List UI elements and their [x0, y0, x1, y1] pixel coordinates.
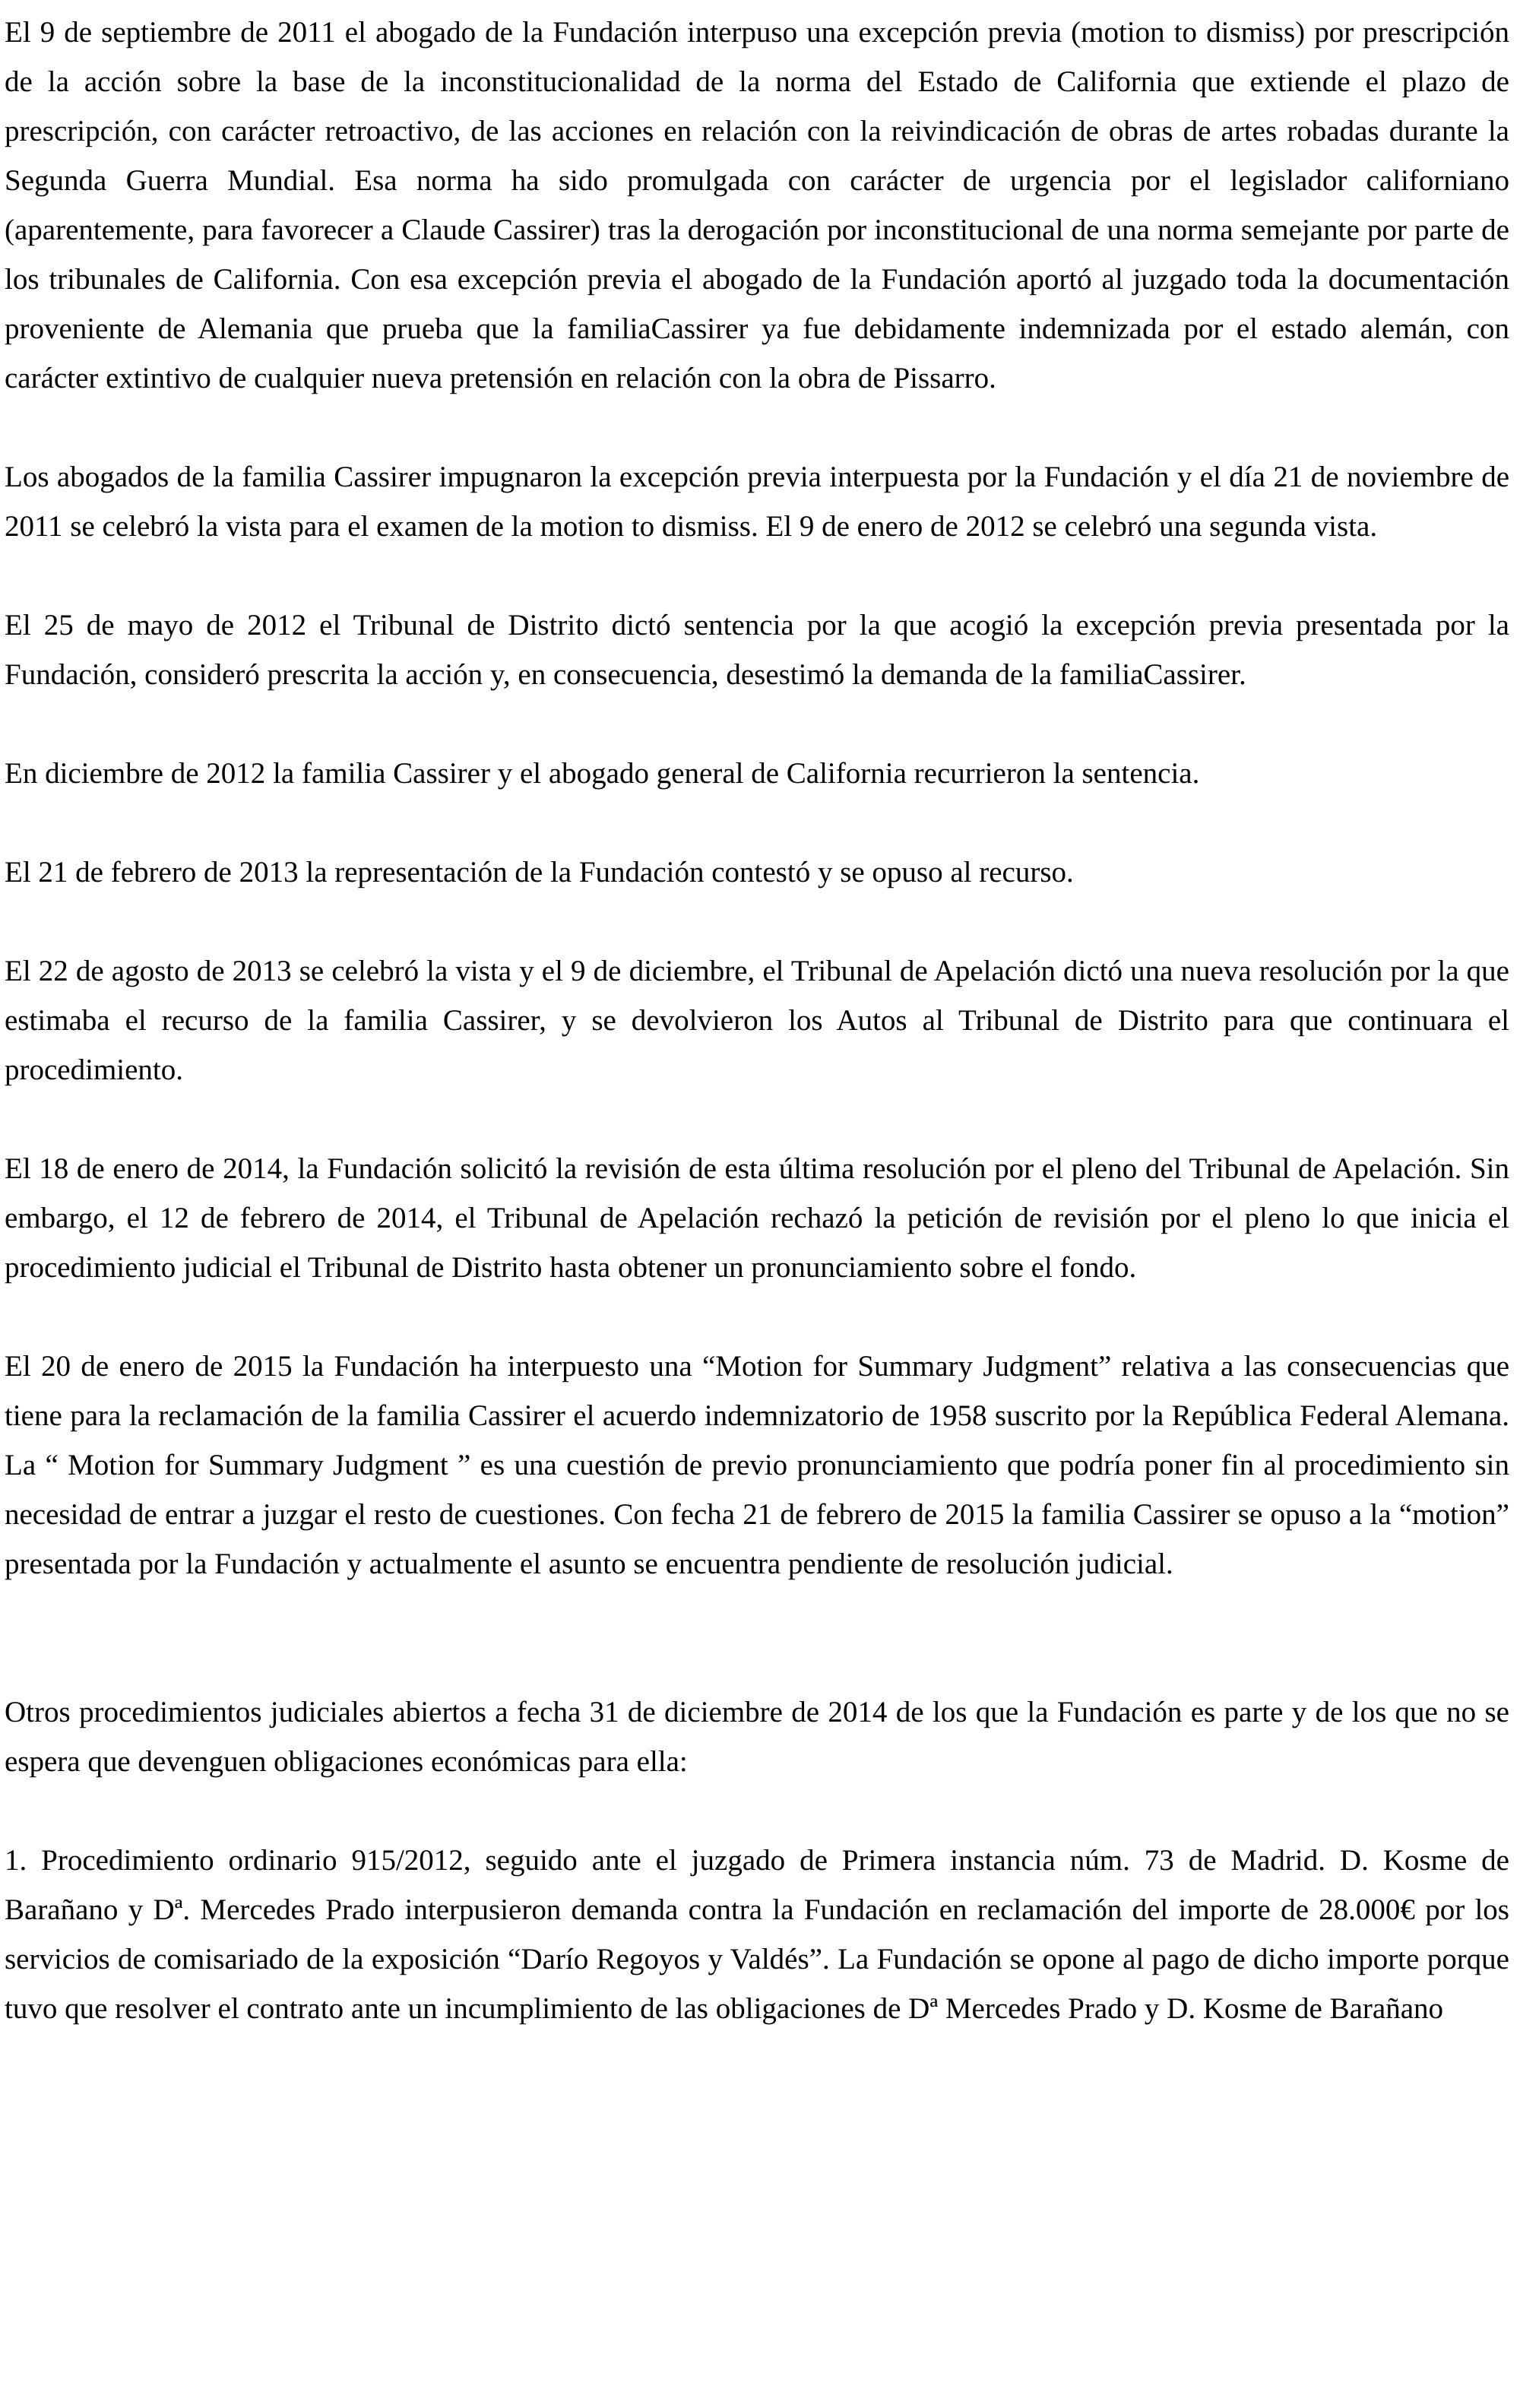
paragraph-motion-to-dismiss: El 9 de septiembre de 2011 el abogado de la Fundación interpuso una excepción previa (motion to dismiss) por prescripción de la acción sobre la base de la inconstitucionalidad de la norma del Estado de California que extiende el plazo de prescripción, con carácter retroactivo, de las acciones en relación con la reivindicación de obras de artes robadas durante la Segunda Guerra Mundial. Esa norma ha sido promulgada con carácter de urgencia por el legislador californiano (aparentemente, para favorecer a Claude Cassirer) tras la derogación por inconstitucional de una norma semejante por parte de los tribunales de California. Con esa excepción previa el abogado de la Fundación aportó al juzgado toda la documentación proveniente de Alemania que prueba que la familiaCassirer ya fue debidamente indemnizada por el estado alemán, con carácter extintivo de cualquier nueva pretensión en relación con la obra de Pissarro.: [5, 16, 1509, 394]
paragraph-impugnacion: Los abogados de la familia Cassirer impugnaron la excepción previa interpuesta por la Fundación y el día 21 de noviembre de 2011 se celebró la vista para el examen de la motion to dismiss. El 9 de enero de 2012 se celebró una segunda vista.: [5, 461, 1509, 543]
paragraph-summary-judgment: El 20 de enero de 2015 la Fundación ha interpuesto una “Motion for Summary Judgment” relativa a las consecuencias que tiene para la reclamación de la familia Cassirer el acuerdo indemnizatorio de 1958 suscrito por la República Federal Alemana. La “ Motion for Summary Judgment ” es una cuestión de previo pronunciamiento que podría poner fin al procedimiento sin necesidad de entrar a juzgar el resto de cuestiones. Con fecha 21 de febrero de 2015 la familia Cassirer se opuso a la “motion” presentada por la Fundación y actualmente el asunto se encuentra pendiente de resolución judicial.: [5, 1350, 1509, 1580]
paragraph-oposicion-recurso: El 21 de febrero de 2013 la representación de la Fundación contestó y se opuso al recurso.: [5, 856, 1074, 889]
paragraph-apelacion: El 22 de agosto de 2013 se celebró la vista y el 9 de diciembre, el Tribunal de Apelación dictó una nueva resolución por la que estimaba el recurso de la familia Cassirer, y se devolvieron los Autos al Tribunal de Distrito para que continuara el procedimiento.: [5, 955, 1509, 1086]
paragraph-revision-pleno: El 18 de enero de 2014, la Fundación solicitó la revisión de esta última resolución por el pleno del Tribunal de Apelación. Sin embargo, el 12 de febrero de 2014, el Tribunal de Apelación rechazó la petición de revisión por el pleno lo que inicia el procedimiento judicial el Tribunal de Distrito hasta obtener un pronunciamiento sobre el fondo.: [5, 1152, 1509, 1284]
list-item-procedimiento-1: 1. Procedimiento ordinario 915/2012, seguido ante el juzgado de Primera instancia núm. 73 de Madrid. D. Kosme de Barañano y Dª. Mercedes Prado interpusieron demanda contra la Fundación en reclamación del importe de 28.000€ por los servicios de comisariado de la exposición “Darío Regoyos y Valdés”. La Fundación se opone al pago de dicho importe porque tuvo que resolver el contrato ante un incumplimiento de las obligaciones de Dª Mercedes Prado y D. Kosme de Barañano: [5, 1844, 1509, 2025]
paragraph-otros-procedimientos: Otros procedimientos judiciales abiertos a fecha 31 de diciembre de 2014 de los que la Fundación es parte y de los que no se espera que devenguen obligaciones económicas para ella:: [5, 1696, 1509, 1778]
document-body: [5, 8, 1509, 2033]
paragraph-sentencia-distrito: El 25 de mayo de 2012 el Tribunal de Distrito dictó sentencia por la que acogió la excepción previa presentada por la Fundación, consideró prescrita la acción y, en consecuencia, desestimó la demanda de la familiaCassirer.: [5, 609, 1509, 691]
paragraph-recurso: En diciembre de 2012 la familia Cassirer y el abogado general de California recurrieron la sentencia.: [5, 757, 1200, 790]
